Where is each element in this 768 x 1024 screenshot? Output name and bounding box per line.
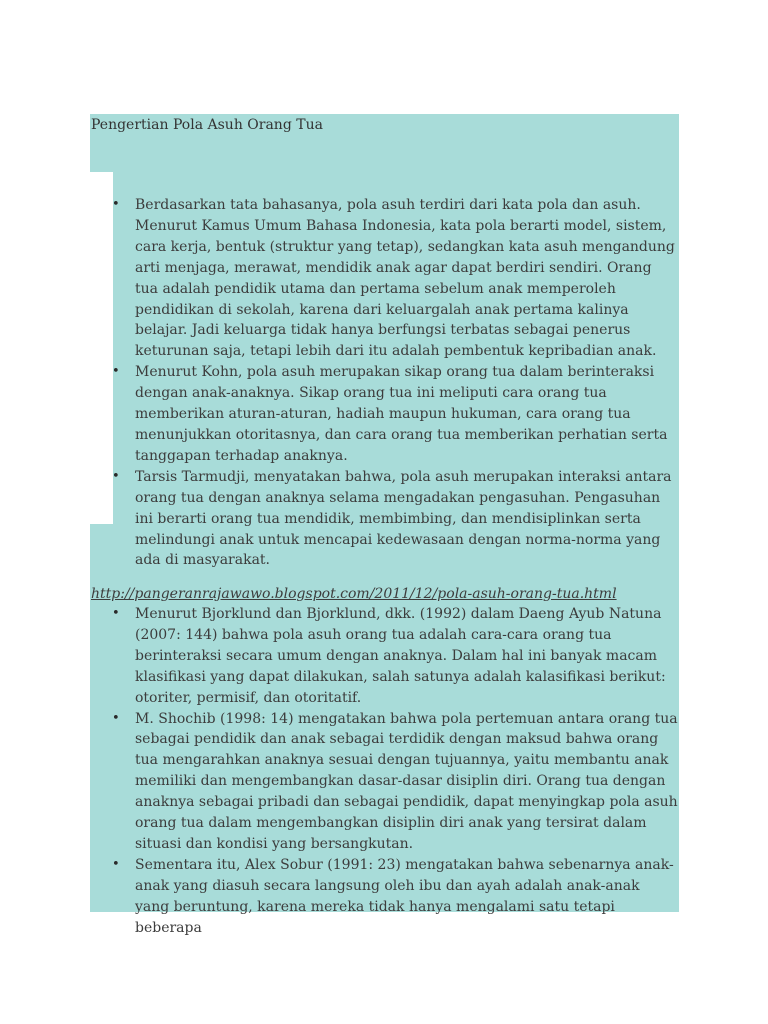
definition-list-1 [112,195,678,571]
list-item-text: Menurut Kohn, pola asuh merupakan sikap orang tua dalam berinteraksi dengan anak-anaknya. Sikap orang tua ini meliputi cara orang tua memberikan aturan-aturan, hadiah maupun hukuman, cara orang tua menunjukkan otoritasnya, dan cara orang tua memberikan perhatian serta tanggapan terhadap anaknya. [135,364,668,464]
list-item-text: Tarsis Tarmudji, menyatakan bahwa, pola asuh merupakan interaksi antara orang tua dengan anaknya selama mengadakan pengasuhan. Pengasuhan ini berarti orang tua mendidik, membimbing, dan mendisiplinkan serta melindungi anak untuk mencapai kedewasaan dengan norma-norma yang ada di masyarakat. [135,468,672,569]
list-item-text: Berdasarkan tata bahasanya, pola asuh terdiri dari kata pola dan asuh. Menurut Kamus Umum Bahasa Indonesia, kata pola berarti model, sistem, cara kerja, bentuk (struktur yang tetap), sedangkan kata asuh mengandung arti menjaga, merawat, mendidik anak agar dapat berdiri sendiri. Orang tua adalah pendidik utama dan pertama sebelum anak memperoleh pendidikan di sekolah, karena dari keluargalah anak pertama kalinya belajar. Jadi keluarga tidak hanya berfungsi terbatas sebagai penerus keturunan saja, tetapi lebih dari itu adalah pembentuk kepribadian anak. [135,197,675,360]
list-item [112,709,678,855]
list-item [112,195,678,362]
bullet-icon: • [112,468,120,484]
list-item [112,467,678,572]
list-item-text: Menurut Bjorklund dan Bjorklund, dkk. (1992) dalam Daeng Ayub Natuna (2007: 144) bahwa pola asuh orang tua adalah cara-cara orang tua berinteraksi secara umum dengan anaknya. Dalam hal ini banyak macam klasifikasi yang dapat dilakukan, salah satunya adalah kalasifikasi berikut: otoriter, permisif, dan otoritatif. [135,606,666,706]
definition-list-2 [112,604,678,939]
list-item-text: Sementara itu, Alex Sobur (1991: 23) mengatakan bahwa sebenarnya anak-anak yang diasuh secara langsung oleh ibu dan ayah adalah anak-anak yang beruntung, karena mereka tidak hanya mengalami satu tetapi beberapa [135,856,674,936]
source-link[interactable]: http://pangeranrajawawo.blogspot.com/2011/12/pola-asuh-orang-tua.html [91,586,617,602]
page-title: Pengertian Pola Asuh Orang Tua [91,117,323,133]
bullet-icon: • [112,856,120,872]
bullet-icon: • [112,197,120,212]
list-item [112,855,678,939]
bullet-icon: • [112,364,120,380]
bullet-icon: • [112,606,120,621]
list-item [112,604,678,709]
list-item [112,362,678,467]
bullet-icon: • [112,710,120,726]
list-item-text: M. Shochib (1998: 14) mengatakan bahwa pola pertemuan antara orang tua sebagai pendidik dan anak sebagai terdidik dengan maksud bahwa orang tua mengarahkan anaknya sesuai dengan tujuannya, yaitu membantu anak memiliki dan mengembangkan dasar-dasar disiplin diri. Orang tua dengan anaknya sebagai pribadi dan sebagai pendidik, dapat menyingkap pola asuh orang tua dalam mengembangkan disiplin diri anak yang tersirat dalam situasi dan kondisi yang bersangkutan. [135,710,678,852]
